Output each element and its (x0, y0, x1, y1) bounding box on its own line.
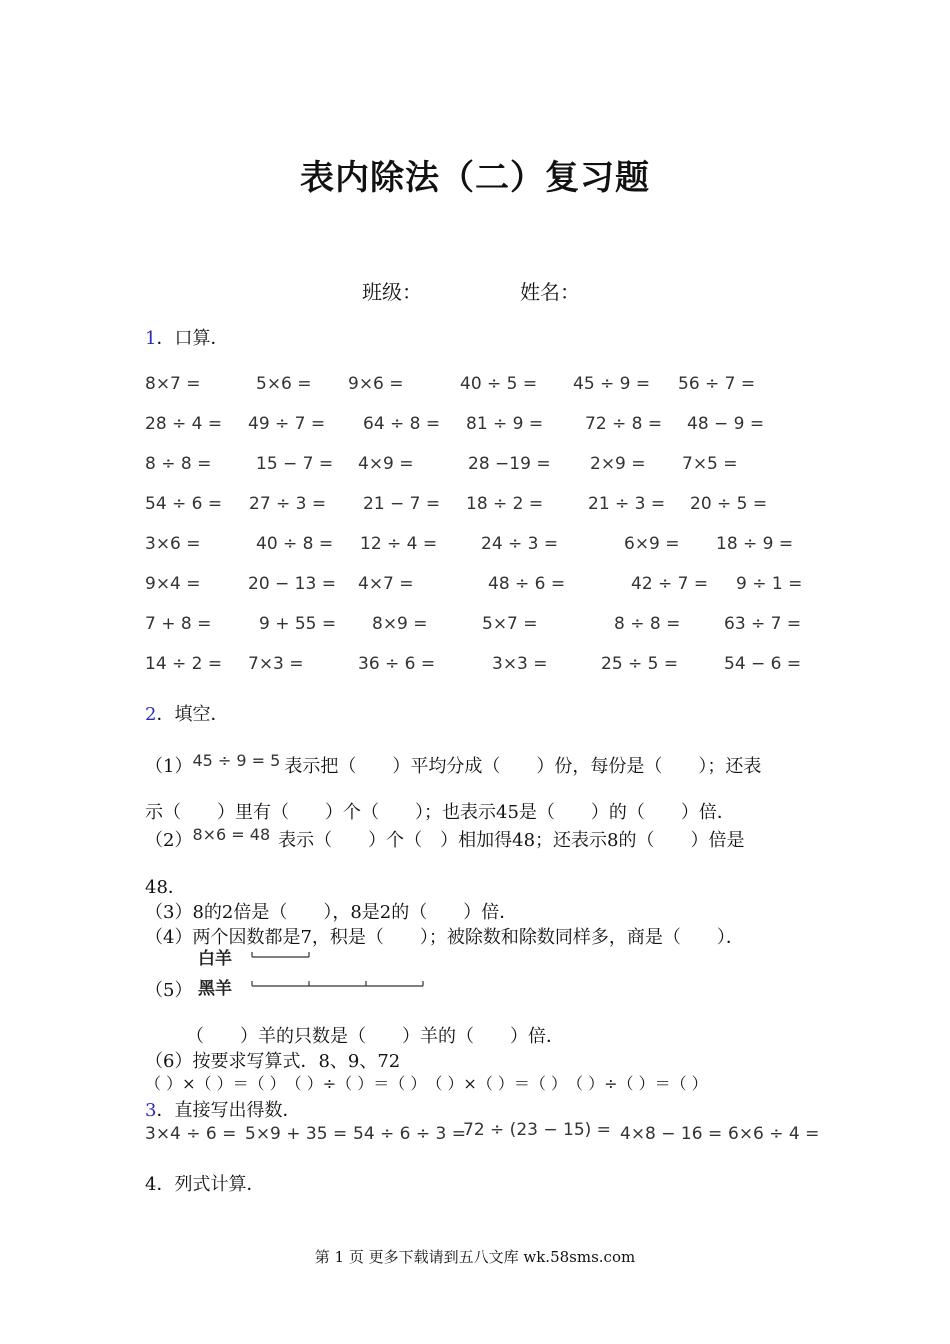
oral-expression: 20 ÷ 5 = (690, 494, 768, 514)
class-label: 班级： (362, 280, 422, 304)
oral-expression: 3×6 = (145, 534, 201, 554)
oral-expression: 15 − 7 = (256, 454, 334, 474)
section-title: ．口算． (156, 328, 229, 349)
question-text: 表示（ ）个（ ）相加得48；还表示8的（ ）倍是 (278, 830, 745, 851)
question-prefix: （2） (145, 830, 193, 851)
oral-expression: 8×9 = (372, 614, 428, 634)
oral-expression: 45 ÷ 9 = (573, 374, 651, 394)
oral-expression: 21 − 7 = (363, 494, 441, 514)
oral-expression: 12 ÷ 4 = (360, 534, 438, 554)
direct-expression: 54 ÷ 6 ÷ 3 = (353, 1124, 467, 1144)
section-number: 2 (145, 704, 157, 725)
section-2-heading (145, 700, 228, 726)
oral-expression: 27 ÷ 3 = (249, 494, 327, 514)
black-sheep-label: 黑羊 (198, 979, 232, 999)
direct-expression: 5×9 + 35 = (245, 1124, 348, 1144)
oral-expression: 9×6 = (348, 374, 404, 394)
question-1-line-2: 示（ ）里有（ ）个（ ）；也表示45是（ ）的（ ）倍． (145, 802, 735, 823)
name-label: 姓名： (520, 280, 580, 304)
oral-expression: 25 ÷ 5 = (601, 654, 679, 674)
oral-expression: 4×7 = (358, 574, 414, 594)
direct-expression: 72 ÷ (23 − 15) = (463, 1120, 611, 1140)
question-5-sentence: （ ）羊的只数是（ ）羊的（ ）倍． (186, 1026, 564, 1047)
direct-expression: 4×8 − 16 = (620, 1124, 723, 1144)
section-number: 4 (145, 1174, 157, 1195)
oral-expression: 8 ÷ 8 = (614, 614, 681, 634)
black-sheep-bar (252, 981, 423, 986)
oral-expression: 42 ÷ 7 = (631, 574, 709, 594)
question-4: （4）两个因数都是7，积是（ ）；被除数和除数同样多，商是（ ）． (145, 927, 744, 948)
oral-expression: 72 ÷ 8 = (585, 414, 663, 434)
oral-expression: 9 ÷ 1 = (736, 574, 803, 594)
oral-expression: 2×9 = (590, 454, 646, 474)
oral-expression: 20 − 13 = (248, 574, 336, 594)
question-6-blanks: （ ）×（ ）＝（ ） （ ）÷（ ）＝（ ） （ ）×（ ）＝（ ） （ ）÷（ ）＝（ ） (145, 1074, 708, 1093)
section-number: 1 (145, 328, 157, 349)
oral-expression: 3×3 = (492, 654, 548, 674)
oral-expression: 54 − 6 = (724, 654, 802, 674)
oral-expression: 14 ÷ 2 = (145, 654, 223, 674)
oral-expression: 56 ÷ 7 = (678, 374, 756, 394)
question-1-line-1 (145, 752, 761, 778)
oral-expression: 5×7 = (482, 614, 538, 634)
oral-expression: 54 ÷ 6 = (145, 494, 223, 514)
section-title: ．列式计算． (156, 1174, 265, 1195)
oral-expression: 49 ÷ 7 = (248, 414, 326, 434)
white-sheep-label: 白羊 (198, 949, 232, 969)
oral-expression: 36 ÷ 6 = (358, 654, 436, 674)
oral-expression: 40 ÷ 5 = (460, 374, 538, 394)
oral-expression: 8×7 = (145, 374, 201, 394)
oral-expression: 8 ÷ 8 = (145, 454, 212, 474)
section-title: ．填空． (156, 704, 229, 725)
question-expression: 45 ÷ 9 = 5 (192, 751, 281, 770)
oral-expression: 81 ÷ 9 = (466, 414, 544, 434)
question-2-line-2: 48． (145, 877, 186, 898)
oral-expression: 9×4 = (145, 574, 201, 594)
oral-expression: 48 ÷ 6 = (488, 574, 566, 594)
oral-expression: 28 ÷ 4 = (145, 414, 223, 434)
question-5-prefix: （5） (145, 980, 193, 1001)
question-6: （6）按要求写算式．8、9、72 (145, 1051, 401, 1072)
section-title: ．直接写出得数． (156, 1100, 301, 1121)
page-footer: 第 1 页 更多下载请到五八文库 wk.58sms.com (314, 1248, 636, 1266)
section-3-heading (145, 1096, 300, 1122)
direct-expression: 6×6 ÷ 4 = (728, 1124, 820, 1144)
section-number: 3 (145, 1100, 157, 1121)
oral-expression: 40 ÷ 8 = (256, 534, 334, 554)
oral-expression: 7×3 = (248, 654, 304, 674)
question-text: 表示把（ ）平均分成（ ）份，每份是（ ）；还表 (284, 756, 762, 777)
oral-expression: 7×5 = (682, 454, 738, 474)
oral-expression: 5×6 = (256, 374, 312, 394)
page-title: 表内除法（二）复习题 (300, 158, 650, 198)
oral-expression: 24 ÷ 3 = (481, 534, 559, 554)
oral-expression: 7 + 8 = (145, 614, 212, 634)
oral-expression: 18 ÷ 9 = (716, 534, 794, 554)
question-expression: 8×6 = 48 (192, 825, 271, 844)
white-sheep-bar (252, 952, 309, 957)
section-4-heading (145, 1170, 264, 1196)
question-2-line-1 (145, 826, 745, 852)
sheep-line-diagram (250, 948, 430, 992)
question-prefix: （1） (145, 756, 193, 777)
oral-expression: 4×9 = (358, 454, 414, 474)
oral-expression: 9 + 55 = (259, 614, 337, 634)
question-3: （3）8的2倍是（ ），8是2的（ ）倍． (145, 902, 518, 923)
oral-expression: 48 − 9 = (687, 414, 765, 434)
oral-expression: 21 ÷ 3 = (588, 494, 666, 514)
oral-expression: 63 ÷ 7 = (724, 614, 802, 634)
direct-expression: 3×4 ÷ 6 = (145, 1124, 237, 1144)
oral-expression: 18 ÷ 2 = (466, 494, 544, 514)
section-1-heading (145, 324, 228, 350)
oral-expression: 64 ÷ 8 = (363, 414, 441, 434)
oral-expression: 6×9 = (624, 534, 680, 554)
oral-expression: 28 −19 = (468, 454, 551, 474)
